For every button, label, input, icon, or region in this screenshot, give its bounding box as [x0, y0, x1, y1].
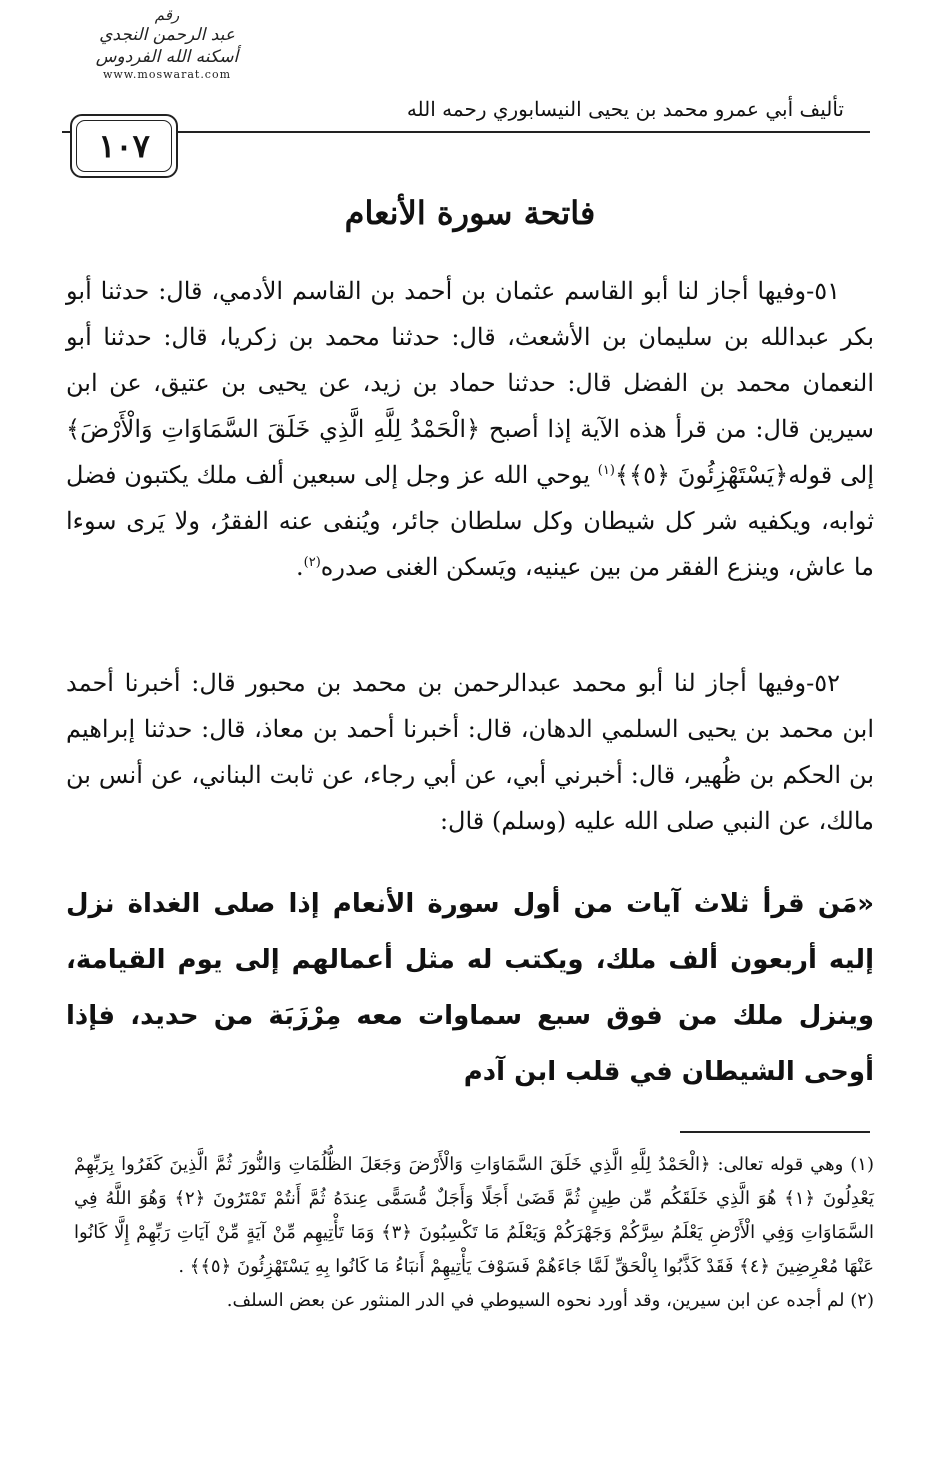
stamp-line-1: رقم [154, 6, 180, 24]
footnote-1: (١) وهي قوله تعالى: ﴿الْحَمْدُ لِلَّهِ الَّذِي خَلَقَ السَّمَاوَاتِ وَالْأَرْضَ وَجَعَلَ الظُّلُمَاتِ وَالنُّورَ ثُمَّ الَّذِينَ كَفَرُوا بِرَبِّهِمْ يَعْدِلُونَ ﴿١﴾ هُوَ الَّذِي خَلَقَكُم مِّن طِينٍ ثُمَّ قَضَىٰ أَجَلًا وَأَجَلٌ مُّسَمًّى عِندَهُ ثُمَّ أَنتُمْ تَمْتَرُونَ ﴿٢﴾ وَهُوَ اللَّهُ فِي السَّمَاوَاتِ وَفِي الْأَرْضِ يَعْلَمُ سِرَّكُمْ وَجَهْرَكُمْ وَيَعْلَمُ مَا تَكْسِبُونَ ﴿٣﴾ وَمَا تَأْتِيهِم مِّنْ آيَةٍ مِّنْ آيَاتِ رَبِّهِمْ إِلَّا كَانُوا عَنْهَا مُعْرِضِينَ ﴿٤﴾ فَقَدْ كَذَّبُوا بِالْحَقِّ لَمَّا جَاءَهُمْ فَسَوْفَ يَأْتِيهِمْ أَنبَاءُ مَا كَانُوا بِهِ يَسْتَهْزِئُونَ ﴿٥﴾﴾ . [74, 1154, 874, 1277]
running-header: تأليف أبي عمرو محمد بن يحيى النيسابوري رحمه الله [406, 97, 844, 121]
footnote-ref-2[interactable]: (٢) [303, 555, 321, 570]
stamp-website: www.moswarat.com [102, 68, 232, 81]
hadith-text: «مَن قرأ ثلاث آيات من أول سورة الأنعام إذا صلى الغداة نزل إليه أربعون ألف ملك، ويكتب له مثل أعمالهم إلى يوم القيامة، وينزل ملك من فوق سبع سماوات معه مِرْزَبَة من حديد، فإذا أوحى الشيطان في قلب ابن آدم [66, 889, 874, 1087]
paragraph-51-mid: إلى قوله [788, 461, 875, 489]
footnote-ref-1[interactable]: (١) [597, 463, 615, 478]
library-stamp [32, 6, 302, 92]
stamp-line-3: أسكنه الله الفردوس [95, 47, 239, 67]
quran-quote-2: ﴿يَسْتَهْزِئُونَ ﴿٥﴾﴾ [614, 461, 789, 489]
stamp-line-2: عبد الرحمن النجدي [99, 25, 235, 45]
paragraph-52 [66, 660, 874, 844]
paragraph-52-text: ٥٢-وفيها أجاز لنا أبو محمد عبدالرحمن بن محمد بن محبور قال: أخبرنا أحمد ابن محمد بن يحيى السلمي الدهان، قال: أخبرنا أحمد بن معاذ، قال: حدثنا إبراهيم بن الحكم بن ظُهير، قال: أخبرني أبي، عن أبي رجاء، عن ثابت البناني، عن أنس بن مالك، عن النبي صلى الله عليه (وسلم) قال: [66, 669, 874, 835]
page-number-badge [70, 114, 178, 178]
footnotes [74, 1148, 874, 1318]
paragraph-51-rest: يوحي الله عز وجل إلى سبعين ألف ملك يكتبون فضل ثوابه، ويكفيه شر كل شيطان وكل سلطان جائر، ويُنفى عنه الفقرُ، ولا يَرى سوءا ما عاش، وينزع الفقر من بين عينيه، ويَسكن الغنى صدره [66, 461, 874, 581]
hadith-quote [66, 876, 874, 1100]
header-divider [62, 131, 870, 133]
section-title: فاتحة سورة الأنعام [344, 194, 596, 232]
paragraph-51-end: . [296, 553, 304, 581]
page-number: ١٠٧ [98, 127, 150, 165]
paragraph-51-text: ٥١-وفيها أجاز لنا أبو القاسم عثمان بن أحمد بن القاسم الأدمي، قال: حدثنا أبو بكر عبدالله بن سليمان بن الأشعث، قال: حدثنا محمد بن زكريا، قال: حدثنا أبو النعمان محمد بن الفضل قال: حدثنا حماد بن زيد، عن يحيى بن عتيق، عن ابن سيرين قال: من قرأ هذه الآية إذا أصبح [66, 277, 875, 443]
quran-quote-1: ﴿الْحَمْدُ لِلَّهِ الَّذِي خَلَقَ السَّمَاوَاتِ وَالْأَرْضَ﴾ [66, 415, 481, 443]
footnote-divider [680, 1131, 870, 1133]
paragraph-51 [66, 268, 874, 590]
footnote-2: (٢) لم أجده عن ابن سيرين، وقد أورد نحوه السيوطي في الدر المنثور عن بعض السلف. [226, 1290, 874, 1311]
